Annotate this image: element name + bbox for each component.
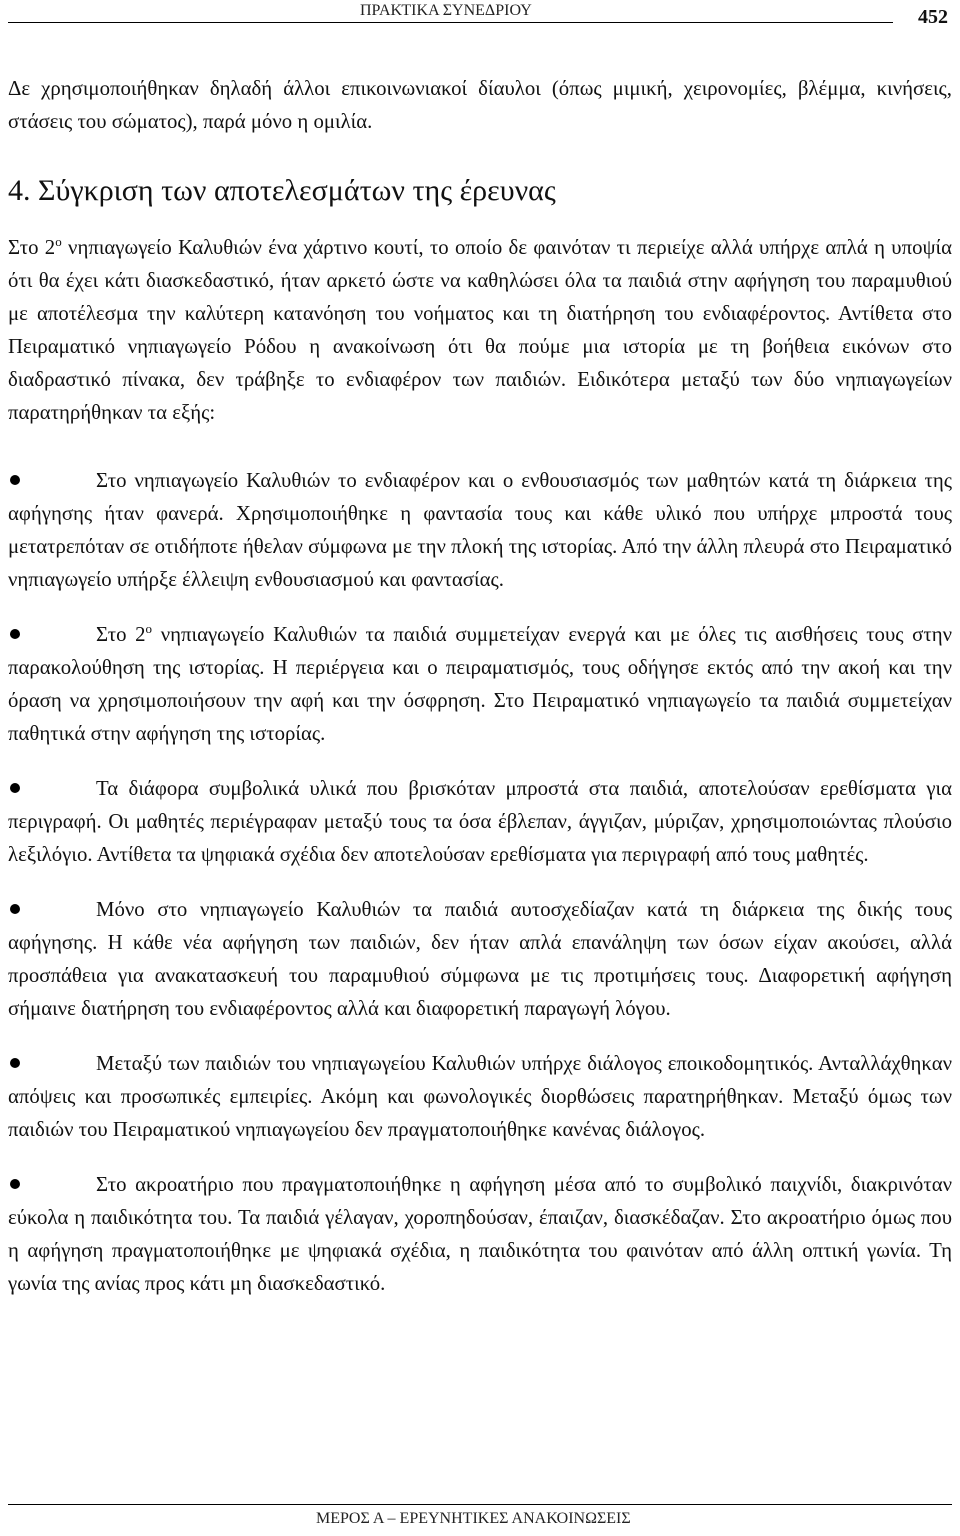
bullet-item (8, 1047, 952, 1146)
text-run: Στο 2 (8, 236, 56, 259)
superscript: ο (145, 621, 153, 637)
bullet-icon (10, 1179, 20, 1189)
intro-paragraph: Δε χρησιμοποιήθηκαν δηλαδή άλλοι επικοινωνιακοί δίαυλοι (όπως μιμική, χειρονομίες, βλέμμα, κινήσεις, στάσεις του σώματος), παρά μόνο η ομιλία. (8, 77, 952, 133)
footer-rule (8, 1504, 952, 1505)
bullet-text: Στο 2 (96, 623, 146, 646)
bullet-item (8, 618, 952, 750)
bullet-text: νηπιαγωγείο Καλυθιών τα παιδιά συμμετείχαν ενεργά και με όλες τις αισθήσεις τους στην παρακολούθηση της ιστορίας. Η περιέργεια και ο πειραματισμός, τους οδήγησε εκτός από την ακοή και την όραση να χρησιμοποιήσουν την αφή και την όσφρηση. Στο Πειραματικό νηπιαγωγείο τα παιδιά συμμετείχαν παθητικά στην αφήγηση της ιστορίας. (8, 623, 952, 745)
bullet-text: Στο νηπιαγωγείο Καλυθιών το ενδιαφέρον και ο ενθουσιασμός των μαθητών κατά τη διάρκεια της αφήγησης ήταν φανερά. Χρησιμοποιήθηκε η φαντασία τους και κάθε υλικό που υπήρχε μπροστά τους μετατρεπόταν σε οτιδήποτε ήθελαν σύμφωνα με την πλοκή της ιστορίας. Από την άλλη πλευρά στο Πειραματικό νηπιαγωγείο υπήρξε έλλειψη ενθουσιασμού και φαντασίας. (8, 469, 952, 591)
bullet-text: Μεταξύ των παιδιών του νηπιαγωγείου Καλυθιών υπήρχε διάλογος εποικοδομητικός. Ανταλλάχθηκαν απόψεις και προσωπικές εμπειρίες. Ακόμη και φωνολογικές διορθώσεις παρατηρήθηκαν. Μεταξύ όμως των παιδιών του Πειραματικού νηπιαγωγείου δεν πραγματοποιήθηκε κανένας διάλογος. (8, 1052, 952, 1141)
bullet-text: Στο ακροατήριο που πραγματοποιήθηκε η αφήγηση μέσα από το συμβολικό παιχνίδι, διακρινόταν εύκολα η παιδικότητα του. Τα παιδιά γέλαγαν, χοροπηδούσαν, έπαιζαν, διασκέδαζαν. Στο ακροατήριο όμως που η αφήγηση πραγματοποιήθηκε με ψηφιακά σχέδια, η παιδικότητα του φαινόταν από άλλη οπτική γωνία. Τη γωνία της ανίας προς κάτι μη διασκεδαστικό. (8, 1173, 952, 1295)
document-body (8, 72, 952, 1322)
header-rule (8, 22, 893, 23)
bullet-icon (10, 1058, 20, 1068)
bullet-icon (10, 629, 20, 639)
page-footer (8, 1504, 952, 1536)
section-heading (8, 171, 952, 211)
bullet-icon (10, 783, 20, 793)
bullet-item (8, 464, 952, 596)
page-number: 452 (918, 6, 948, 28)
page-header (8, 0, 952, 30)
bullet-icon (10, 475, 20, 485)
bullet-text: Τα διάφορα συμβολικά υλικά που βρισκόταν μπροστά στα παιδιά, αποτελούσαν ερεθίσματα για περιγραφή. Οι μαθητές περιέγραφαν μεταξύ τους τα όσα έβλεπαν, άγγιζαν, μύριζαν, χρησιμοποιώντας πλούσιο λεξιλόγιο. Αντίθετα τα ψηφιακά σχέδια δεν αποτελούσαν ερεθίσματα για περιγραφή από τους μαθητές. (8, 777, 952, 866)
footer-text: ΜΕΡΟΣ Α – ΕΡΕΥΝΗΤΙΚΕΣ ΑΝΑΚΟΙΝΩΣΕΙΣ (316, 1510, 631, 1527)
section-title: Σύγκριση των αποτελεσμάτων της έρευνας (38, 174, 556, 207)
section-number: 4. (8, 174, 31, 207)
body-paragraph (8, 231, 952, 429)
bullet-icon (10, 904, 20, 914)
bullet-item (8, 1168, 952, 1300)
header-title: ΠΡΑΚΤΙΚΑ ΣΥΝΕΔΡΙΟΥ (360, 2, 532, 19)
superscript: ο (55, 234, 62, 250)
bullet-item (8, 893, 952, 1025)
bullet-text: Μόνο στο νηπιαγωγείο Καλυθιών τα παιδιά αυτοσχεδίαζαν κατά τη διάρκεια της δικής τους αφήγησης. Η κάθε νέα αφήγηση των παιδιών, δεν ήταν απλά επανάληψη των όσων είχαν ακούσει, αλλά προσπάθεια για ανακατασκευή του παραμυθιού σύμφωνα με τις προτιμήσεις τους. Διαφορετική αφήγηση σήμαινε διατήρηση του ενδιαφέροντος αλλά και διαφορετική παραγωγή λόγου. (8, 898, 952, 1020)
bullet-item (8, 772, 952, 871)
text-run: νηπιαγωγείο Καλυθιών ένα χάρτινο κουτί, το οποίο δε φαινόταν τι περιείχε αλλά υπήρχε απλά η υποψία ότι θα έχει κάτι διασκεδαστικό, ήταν αρκετό ώστε να καθηλώσει όλα τα παιδιά στην αφήγηση του παραμυθιού με αποτέλεσμα την καλύτερη κατανόηση του νοήματος και τη διατήρηση του ενδιαφέροντος. Αντίθετα στο Πειραματικό νηπιαγωγείο Ρόδου η ανακοίνωση ότι θα πούμε μια ιστορία με τη βοήθεια εικόνων στο διαδραστικό πίνακα, δεν τράβηξε το ενδιαφέρον των παιδιών. Ειδικότερα μεταξύ των δύο νηπιαγωγείων παρατηρήθηκαν τα εξής: (8, 236, 953, 424)
